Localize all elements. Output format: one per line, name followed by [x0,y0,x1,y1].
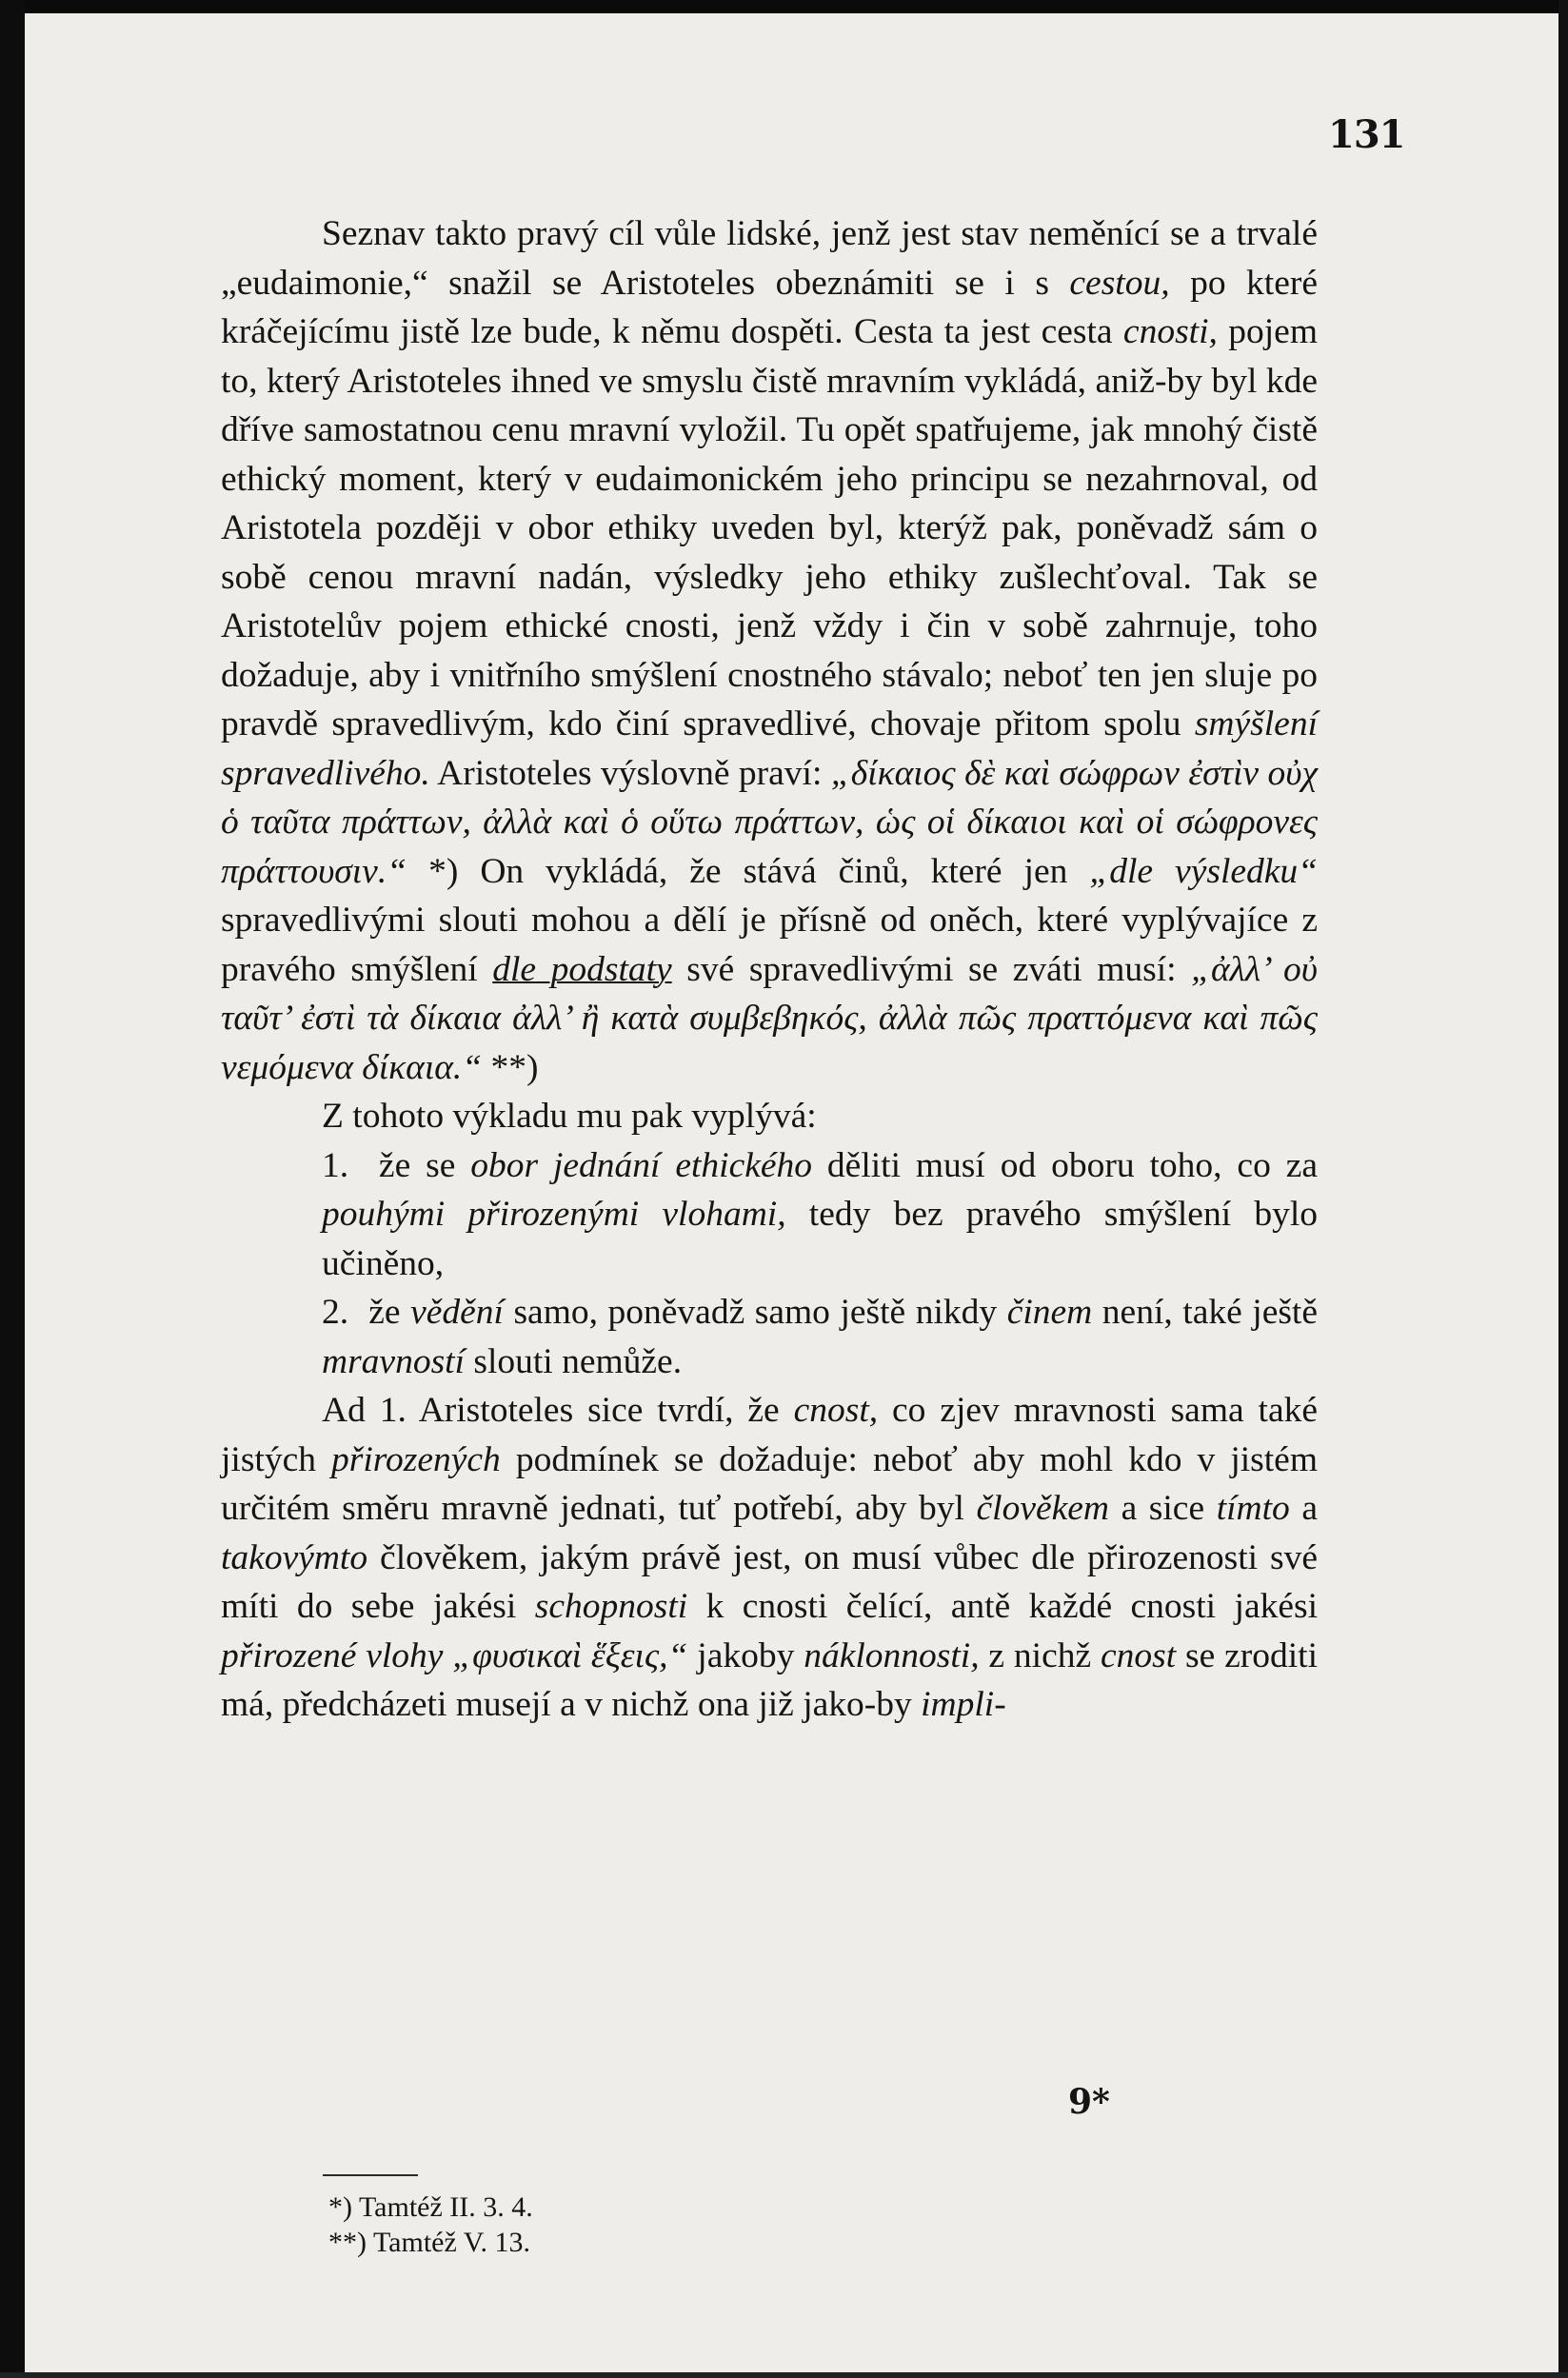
greek-quote-2: „ἀλλ’ οὐ ταῦτ’ ἐστὶ τὰ δίκαια ἀλλ’ ἢ κατὰ συμβεβηκός, ἀλλὰ πῶς πραττόμενα καὶ πῶς νεμόμενα δίκαια.“ [221,949,1318,1087]
text-run: Aristoteles výslovně praví: [429,753,831,793]
text-run: co zjev mravnosti sama také jistých [221,1391,1318,1479]
text-run: děliti musí od oboru toho, co za [812,1145,1319,1185]
text-run-italic: vědění [410,1293,504,1332]
text-run: a [1289,1489,1319,1528]
text-run: slouti nemůže. [465,1341,683,1381]
greek-quote-1: „δίκαιος δὲ καὶ σώφρων ἐστὶν οὐχ ὁ ταῦτα πράττων, ἀλλὰ καὶ ὁ οὕτω πράττων, ὡς οἱ δίκαιοι καὶ οἱ σώφρονες πράττουσιν.“ [221,753,1318,891]
text-run-italic: dle podstaty [492,949,672,989]
list-item-2 [221,1288,1318,1386]
footnote-1: *) Tamtéž II. 3. 4. [328,2191,533,2223]
page-number: 131 [1328,112,1405,157]
text-run: člověkem, jakým právě jest, on musí vůbec dle přirozenosti své míti do sebe jakési [221,1537,1318,1626]
paragraph-2: Z tohoto výkladu mu pak vyplývá: [322,1097,817,1136]
footnotes [328,2190,533,2260]
footnote-2: **) Tamtéž V. 13. [328,2227,531,2258]
text-run-italic: cnost, [793,1391,879,1430]
scan-border-top [0,0,1568,13]
text-run: podmínek se dožaduje: neboť aby mohl kdo v jistém určitém směru mravně jednati, tuť potřebí, aby byl [221,1439,1318,1528]
text-run: není, také ještě [1092,1293,1318,1332]
text-run: tedy bez pravého smýšlení bylo učiněno, [322,1195,1318,1283]
paragraph-1 [221,209,1318,1092]
text-run: a sice [1109,1489,1217,1528]
text-run: spravedlivými slouti mohou a dělí je přísně od oněch, které vyplývajíce z pravého smýšlení [221,901,1318,989]
text-run-italic: schopnosti [534,1587,688,1626]
text-run: jakoby [687,1635,804,1675]
scan-border-bottom [0,2372,1568,2378]
text-run: že se [378,1145,471,1185]
scan-border-left [0,0,25,2378]
text-run-italic: přirozených [331,1439,501,1479]
list-number: 1. [322,1145,349,1185]
paragraph-3 [221,1386,1318,1730]
list-number: 2. [322,1293,349,1332]
text-run: své spravedlivými se zváti musí: [671,949,1192,989]
footnote-ref: **) [482,1047,539,1087]
text-run-italic: člověkem [976,1489,1109,1528]
text-run-italic: takovýmto [221,1537,368,1577]
text-run: samo, poněvadž samo ještě nikdy [503,1293,1007,1332]
text-run-italic: přirozené vlohy „φυσικαὶ ἕξεις,“ [221,1635,688,1675]
scan-border-right [1558,0,1568,2378]
footnote-divider [323,2174,418,2176]
text-run-italic: impli- [921,1685,1006,1724]
body-text [221,209,1318,1730]
text-run: po které kráčejícímu jistě lze bude, k němu dospěti. Cesta ta jest cesta [221,263,1318,351]
text-run: Seznav takto pravý cíl vůle lidské, jenž jest stav neměnící se a trvalé „eudaimonie,“ snažil se Aristoteles obeznámiti se i s [221,214,1318,303]
text-run-italic: náklonnosti, [804,1635,980,1675]
text-run-italic: pouhými přirozenými vlohami, [322,1195,786,1234]
text-run: k cnosti čelící, antě každé cnosti jakési [687,1587,1318,1626]
text-run-italic: cestou, [1069,263,1170,303]
text-run-italic: cnosti, [1122,312,1218,351]
text-run-italic: cnost [1100,1635,1177,1675]
text-run: pojem to, který Aristoteles ihned ve smyslu čistě mravním vykládá, aniž-by byl kde dříve samostatnou cenu mravní vyložil. Tu opět spatřujeme, jak mnohý čistě ethický moment, který v eudaimonickém jeho principu se nezahrnoval, od Aristotela později v obor ethiky uveden byl, kterýž pak, poněvadž sám o sobě cenou mravní nadán, výsledky jeho ethiky zušlechťoval. Tak se Aristotelův pojem ethické cnosti, jenž vždy i čin v sobě zahrnuje, toho dožaduje, aby i vnitřního smýšlení cnostného stávalo; neboť ten jen sluje po pravdě spravedlivým, kdo činí spravedlivé, chovaje přitom spolu [221,312,1318,743]
text-run-italic: obor jednání ethického [470,1145,813,1185]
text-run: že [368,1293,411,1332]
footnote-ref-text: *) On vykládá, že stává činů, které jen [407,851,1090,891]
text-run-italic: smýšlení spravedlivého. [221,704,1318,793]
text-run-italic: činem [1006,1293,1093,1332]
text-run-italic: „dle výsledku“ [1089,851,1319,891]
list-item-1 [221,1141,1318,1289]
signature-mark: 9* [1068,2082,1110,2122]
text-run-italic: tímto [1216,1489,1290,1528]
text-run: z nichž [979,1635,1101,1675]
text-run: se zroditi má, předcházeti musejí a v nichž ona již jako-by [221,1635,1318,1724]
text-run-italic: mravností [322,1341,465,1381]
text-run: Ad 1. Aristoteles sice tvrdí, že [322,1391,794,1430]
